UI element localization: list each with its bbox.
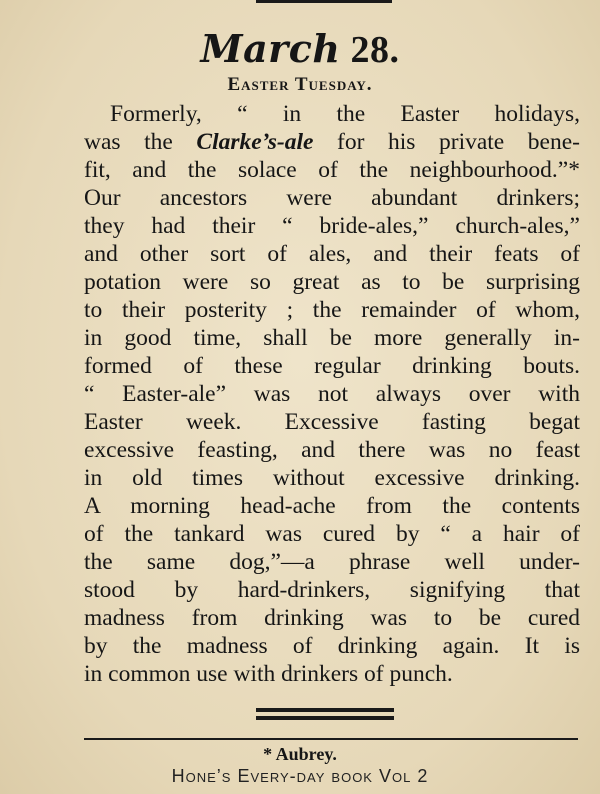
text-line: the same dog,”—a phrase well under- [84, 549, 580, 575]
text-line: Formerly, “ in the Easter holidays, [110, 101, 580, 127]
text-line: by the madness of drinking again. It is [84, 633, 580, 659]
heading-month: March [200, 26, 341, 71]
page-caption: Hone’s Every-day book Vol 2 [171, 766, 429, 786]
text-line: “ Easter-ale” was not always over with [84, 381, 580, 407]
text-line: to their posterity ; the remainder of whom, [84, 297, 580, 323]
text-line: formed of these regular drinking bouts. [84, 353, 580, 379]
text-line: fit, and the solace of the neighbourhood.”* [84, 157, 580, 183]
text-line: stood by hard-drinkers, signifying that [84, 577, 580, 603]
text-line: potation were so great as to be surprising [84, 269, 580, 295]
italic-term: Clarke’s-ale [196, 129, 314, 155]
text-line: of the tankard was cured by “ a hair of [84, 521, 580, 547]
double-rule-bottom [256, 716, 394, 720]
page-heading [0, 26, 600, 72]
section-title: Easter Tuesday. [227, 74, 373, 95]
text-line: Easter week. Excessive fasting begat [84, 409, 580, 435]
text-line: madness from drinking was to be cured [84, 605, 580, 631]
heading-day: 28. [350, 29, 400, 71]
top-rule [256, 0, 392, 3]
text-line: excessive feasting, and there was no feast [84, 437, 580, 463]
text-line: was the Clarke’s-ale for his private bene- [84, 129, 580, 155]
double-rule-top [256, 708, 394, 712]
body-text [84, 100, 580, 688]
text-line: in old times without excessive drinking. [84, 465, 580, 491]
text-line: A morning head-ache from the contents [84, 493, 580, 519]
footnote: * Aubrey. [263, 744, 337, 764]
text-line: Our ancestors were abundant drinkers; [84, 185, 580, 211]
text-line: in common use with drinkers of punch. [84, 661, 453, 687]
text-line: in good time, shall be more generally in- [84, 325, 580, 351]
footnote-rule [84, 738, 578, 740]
text-line: they had their “ bride-ales,” church-ales,” [84, 213, 580, 239]
text-line: and other sort of ales, and their feats of [84, 241, 580, 267]
